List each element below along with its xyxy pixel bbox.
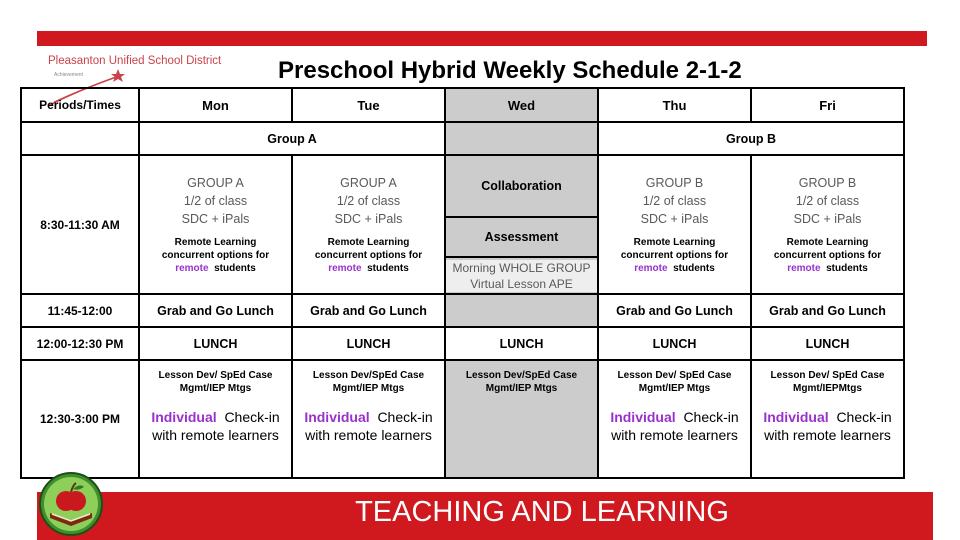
apple-book-icon — [38, 471, 104, 537]
morning-tue — [292, 155, 445, 294]
individual-checkin-text: Individual Check-in with remote learners — [304, 409, 433, 443]
header-tue: Tue — [292, 88, 445, 122]
morning-row — [21, 155, 904, 294]
header-row — [21, 88, 904, 122]
grab-go-thu: Grab and Go Lunch — [598, 294, 751, 327]
group-row-empty — [21, 122, 139, 155]
lesson-dev-text: Lesson Dev/ SpEd Case Mgmt/IEPMtgs — [770, 370, 885, 394]
top-red-bar — [37, 31, 927, 46]
remote-options-text: Remote Learning concurrent options for remote students — [161, 237, 270, 274]
lesson-dev-text: Lesson Dev/ SpEd Case Mgmt/IEP Mtgs — [617, 370, 732, 394]
individual-checkin-text: Individual Check-in with remote learners — [610, 409, 739, 443]
individual-checkin-text: Individual Check-in with remote learners — [763, 409, 892, 443]
header-fri: Fri — [751, 88, 904, 122]
wed-collaboration: Collaboration — [446, 156, 597, 218]
group-b-text: GROUP B — [645, 176, 704, 190]
sdc-text: SDC + iPals — [640, 212, 709, 226]
lesson-dev-text: Lesson Dev/SpEd Case Mgmt/IEP Mtgs — [465, 370, 578, 394]
morning-mon — [139, 155, 292, 294]
district-name: Pleasanton Unified School District — [48, 55, 222, 67]
schedule-table — [20, 87, 905, 479]
lunch-wed: LUNCH — [445, 327, 598, 360]
morning-fri — [751, 155, 904, 294]
header-thu: Thu — [598, 88, 751, 122]
group-b-text: GROUP B — [798, 176, 857, 190]
lunch-time: 12:00-12:30 PM — [21, 327, 139, 360]
afternoon-row — [21, 360, 904, 478]
lunch-fri: LUNCH — [751, 327, 904, 360]
half-class-text: 1/2 of class — [642, 194, 707, 208]
header-periods: Periods/Times — [21, 88, 139, 122]
header-mon: Mon — [139, 88, 292, 122]
afternoon-fri — [751, 360, 904, 478]
remote-options-text: Remote Learning concurrent options for remote students — [773, 237, 882, 274]
lesson-dev-text: Lesson Dev/SpEd Case Mgmt/IEP Mtgs — [312, 370, 425, 394]
afternoon-wed — [445, 360, 598, 478]
grab-go-fri: Grab and Go Lunch — [751, 294, 904, 327]
group-row — [21, 122, 904, 155]
afternoon-time: 12:30-3:00 PM — [21, 360, 139, 478]
page-title: Preschool Hybrid Weekly Schedule 2-1-2 — [278, 57, 742, 84]
footer-title: TEACHING AND LEARNING — [355, 496, 729, 528]
group-row-wed — [445, 122, 598, 155]
lunch-mon: LUNCH — [139, 327, 292, 360]
grab-go-time: 11:45-12:00 — [21, 294, 139, 327]
footer-bar — [37, 492, 933, 540]
morning-thu — [598, 155, 751, 294]
individual-checkin-text: Individual Check-in with remote learners — [151, 409, 280, 443]
half-class-text: 1/2 of class — [336, 194, 401, 208]
remote-options-text: Remote Learning concurrent options for remote students — [620, 237, 729, 274]
district-tagline: Achievement — [54, 72, 83, 78]
morning-time: 8:30-11:30 AM — [21, 155, 139, 294]
half-class-text: 1/2 of class — [795, 194, 860, 208]
lesson-dev-text: Lesson Dev/ SpEd Case Mgmt/IEP Mtgs — [158, 370, 273, 394]
afternoon-tue — [292, 360, 445, 478]
lunch-row — [21, 327, 904, 360]
sdc-text: SDC + iPals — [334, 212, 403, 226]
sdc-text: SDC + iPals — [181, 212, 250, 226]
group-a-label: Group A — [139, 122, 445, 155]
grab-go-mon: Grab and Go Lunch — [139, 294, 292, 327]
group-a-text: GROUP A — [340, 176, 397, 190]
lunch-thu: LUNCH — [598, 327, 751, 360]
wed-assessment: Assessment — [446, 218, 597, 258]
sdc-text: SDC + iPals — [793, 212, 862, 226]
wed-virtual-lesson: Morning WHOLE GROUP Virtual Lesson APE — [446, 258, 597, 293]
lunch-tue: LUNCH — [292, 327, 445, 360]
grab-go-wed — [445, 294, 598, 327]
half-class-text: 1/2 of class — [183, 194, 248, 208]
grab-go-tue: Grab and Go Lunch — [292, 294, 445, 327]
morning-wed — [445, 155, 598, 294]
group-b-label: Group B — [598, 122, 904, 155]
grab-go-row — [21, 294, 904, 327]
group-a-text: GROUP A — [187, 176, 244, 190]
remote-options-text: Remote Learning concurrent options for remote students — [314, 237, 423, 274]
afternoon-thu — [598, 360, 751, 478]
afternoon-mon — [139, 360, 292, 478]
header-wed: Wed — [445, 88, 598, 122]
